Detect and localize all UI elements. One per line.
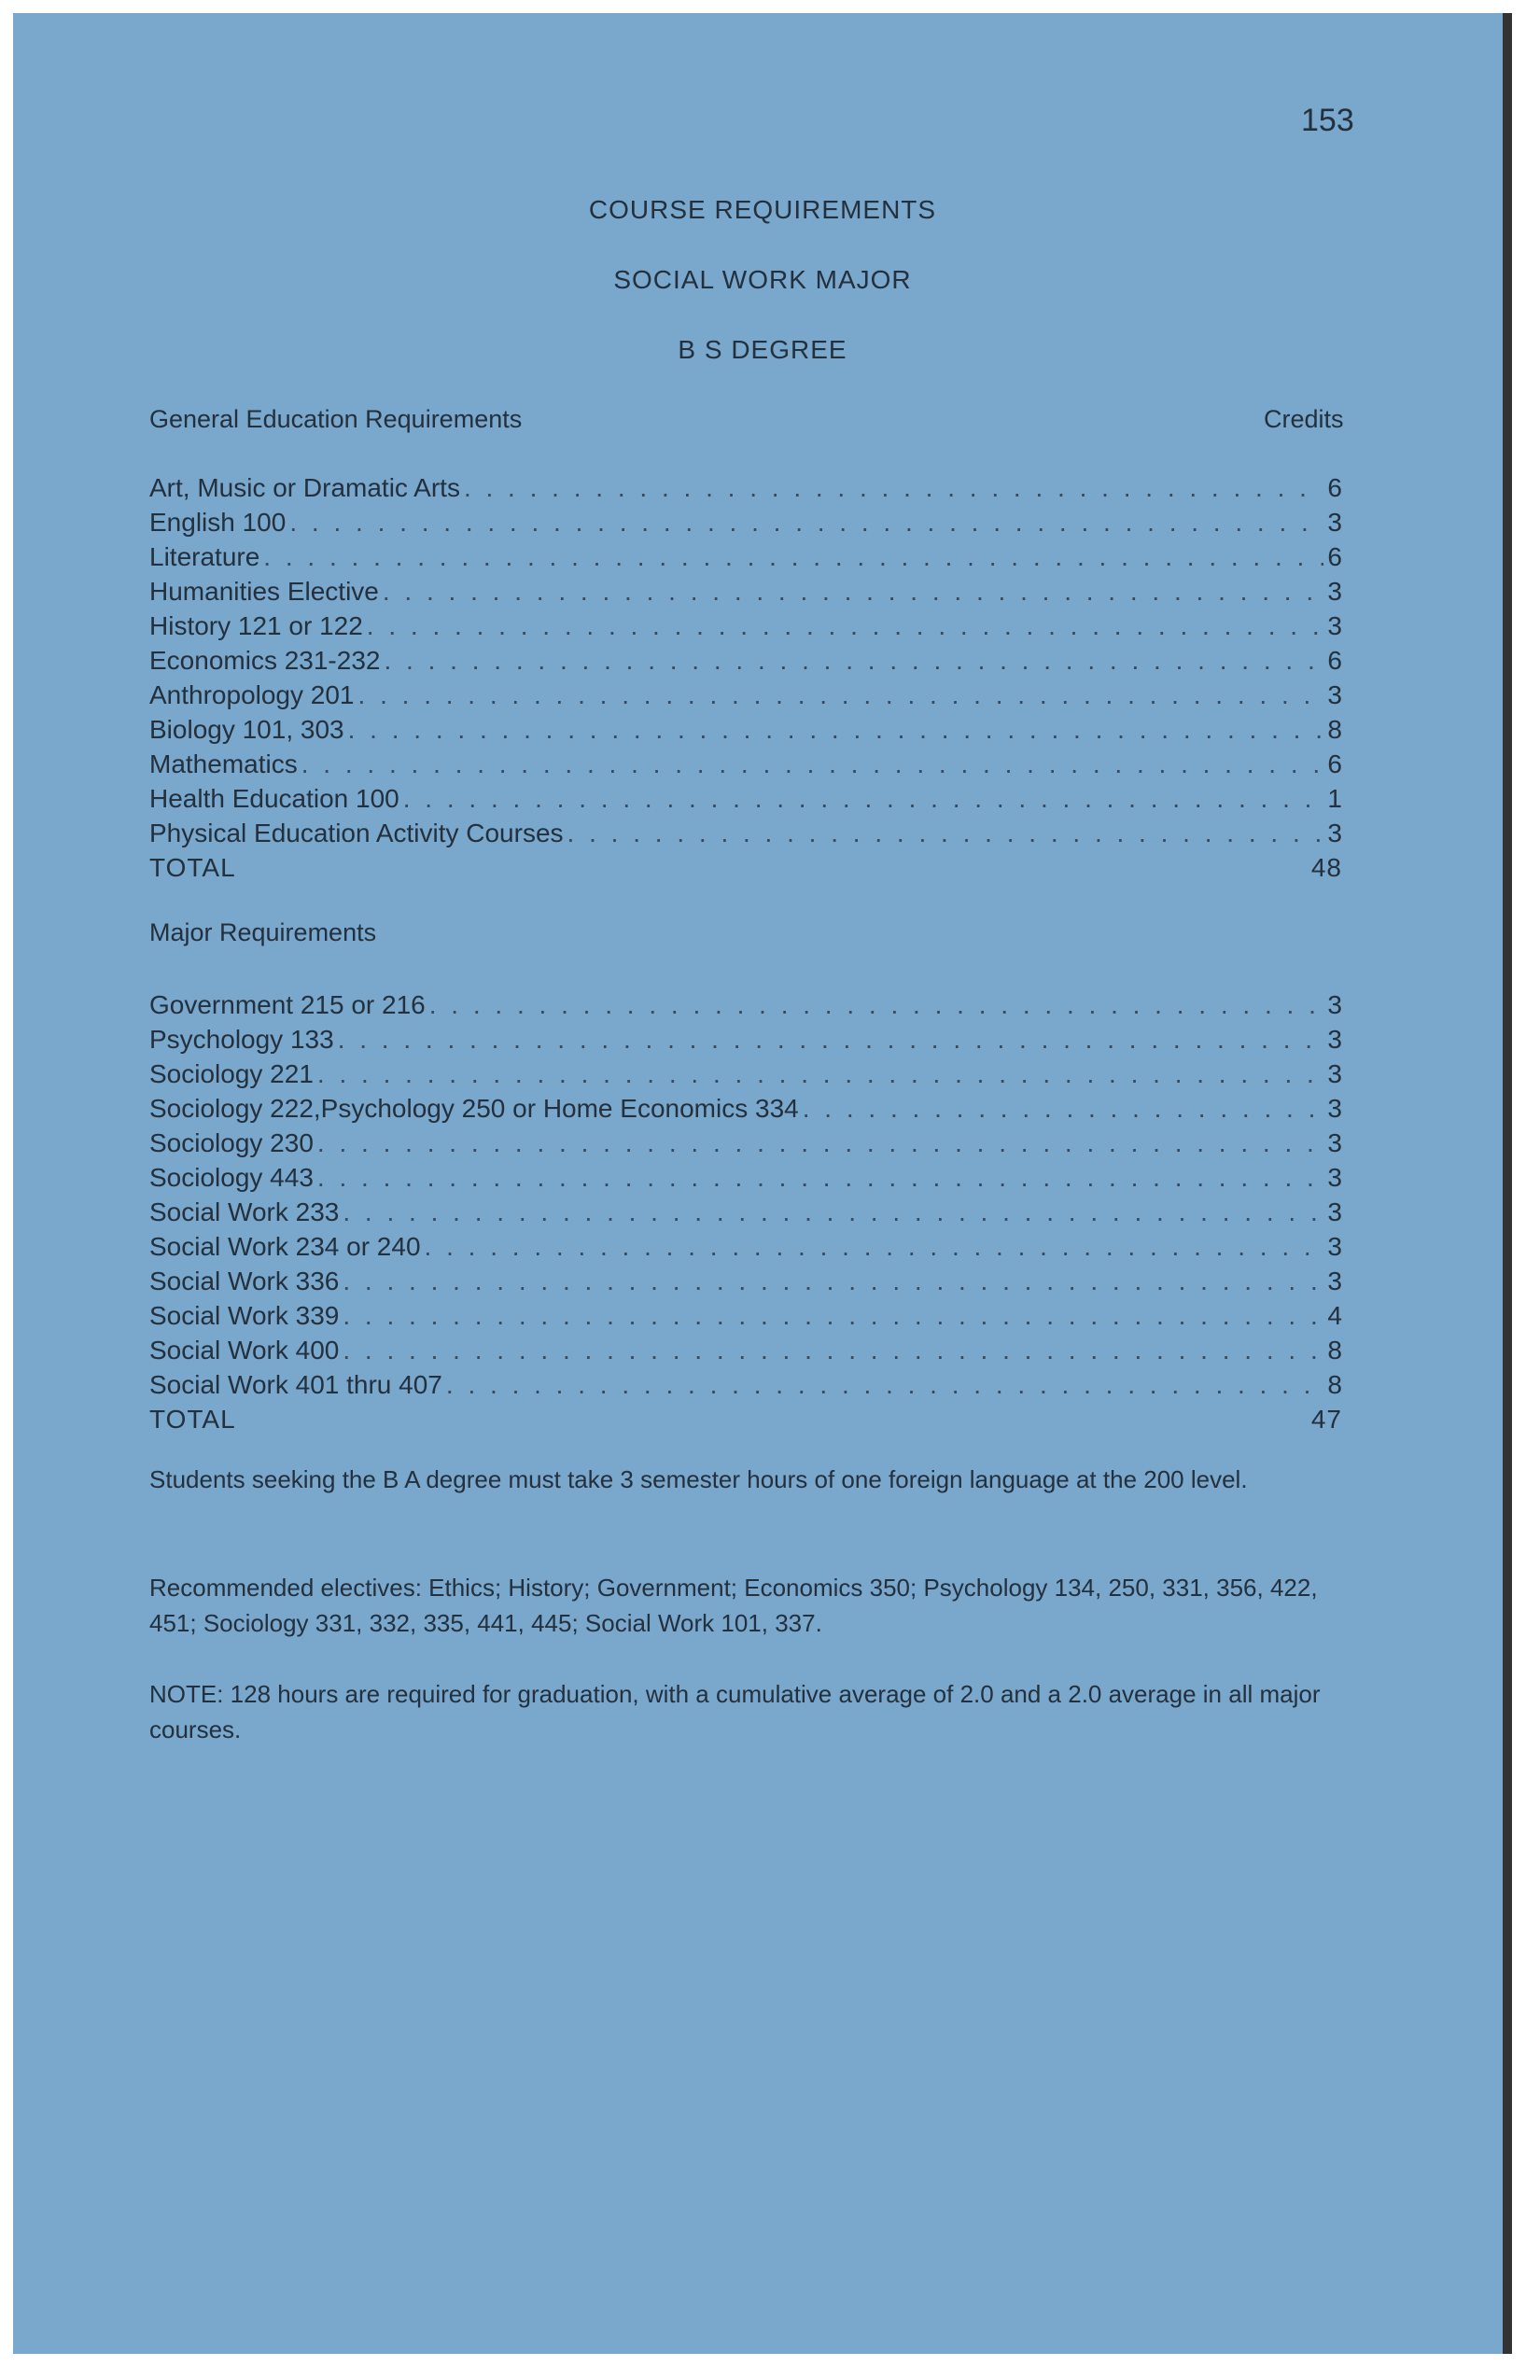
list-item xyxy=(149,1057,1342,1091)
course-name: Mathematics xyxy=(149,749,298,778)
course-credits: 3 xyxy=(1327,1094,1342,1123)
total-label: TOTAL xyxy=(149,1405,236,1434)
course-name: Humanities Elective xyxy=(149,577,379,606)
list-item xyxy=(149,1126,1342,1160)
course-credits: 8 xyxy=(1327,715,1342,744)
credits-column-label: Credits xyxy=(1264,405,1344,433)
course-credits: 6 xyxy=(1327,542,1342,571)
course-credits: 1 xyxy=(1327,784,1342,813)
course-name: Social Work 401 thru 407 xyxy=(149,1370,442,1399)
list-item xyxy=(149,1333,1342,1367)
course-name: Economics 231-232 xyxy=(149,646,381,675)
course-credits: 3 xyxy=(1327,990,1342,1019)
total-value: 47 xyxy=(1310,1405,1342,1434)
course-credits: 6 xyxy=(1327,646,1342,675)
major-requirements-label: Major Requirements xyxy=(149,918,377,946)
course-name: Sociology 230 xyxy=(149,1128,314,1157)
course-credits: 6 xyxy=(1327,749,1342,778)
list-item xyxy=(149,987,1342,1022)
page-title: COURSE REQUIREMENTS xyxy=(588,195,937,224)
course-name: Anthropology 201 xyxy=(149,680,355,709)
list-item xyxy=(149,574,1342,609)
major-heading: SOCIAL WORK MAJOR xyxy=(613,265,912,294)
course-credits: 3 xyxy=(1327,1025,1342,1054)
course-name: Literature xyxy=(149,542,260,571)
general-total-row xyxy=(149,850,1342,885)
list-item xyxy=(149,747,1342,781)
course-name: Physical Education Activity Courses xyxy=(149,819,564,847)
course-credits: 3 xyxy=(1327,577,1342,606)
course-name: Sociology 222,Psychology 250 or Home Economics 334 xyxy=(149,1094,799,1123)
course-name: Biology 101, 303 xyxy=(149,715,344,744)
general-education-label: General Education Requirements xyxy=(149,405,523,433)
degree-heading: B S DEGREE xyxy=(678,335,847,364)
ba-degree-note: Students seeking the B A degree must take 3 semester hours of one foreign language at the 200 level. xyxy=(149,1465,1248,1493)
list-item xyxy=(149,1229,1342,1264)
course-credits: 4 xyxy=(1327,1301,1342,1330)
course-name: English 100 xyxy=(149,508,287,537)
list-item xyxy=(149,505,1342,539)
course-credits: 3 xyxy=(1327,1059,1342,1088)
course-name: Social Work 233 xyxy=(149,1197,340,1226)
course-name: History 121 or 122 xyxy=(149,611,363,640)
list-item xyxy=(149,1298,1342,1333)
list-item xyxy=(149,1195,1342,1229)
course-credits: 3 xyxy=(1327,819,1342,847)
catalog-page xyxy=(13,13,1512,2354)
list-item xyxy=(149,643,1342,678)
major-total-row xyxy=(149,1402,1342,1436)
course-name: Social Work 400 xyxy=(149,1336,340,1365)
course-credits: 3 xyxy=(1327,508,1342,537)
course-credits: 3 xyxy=(1327,1128,1342,1157)
list-item xyxy=(149,539,1342,574)
course-credits: 3 xyxy=(1327,1232,1342,1261)
course-credits: 3 xyxy=(1327,1163,1342,1192)
list-item xyxy=(149,678,1342,712)
course-name: Social Work 234 or 240 xyxy=(149,1232,421,1261)
course-credits: 8 xyxy=(1327,1370,1342,1399)
major-requirements-list xyxy=(149,987,1342,1436)
list-item xyxy=(149,712,1342,747)
list-item xyxy=(149,816,1342,850)
course-name: Social Work 339 xyxy=(149,1301,340,1330)
course-name: Social Work 336 xyxy=(149,1267,340,1295)
course-credits: 3 xyxy=(1327,1197,1342,1226)
total-label: TOTAL xyxy=(149,853,236,882)
total-value: 48 xyxy=(1310,853,1342,882)
list-item xyxy=(149,1091,1342,1126)
list-item xyxy=(149,1264,1342,1298)
course-name: Health Education 100 xyxy=(149,784,399,813)
course-name: Government 215 or 216 xyxy=(149,990,426,1019)
general-education-list xyxy=(149,470,1342,885)
course-credits: 3 xyxy=(1327,1267,1342,1295)
list-item xyxy=(149,1022,1342,1057)
course-name: Sociology 443 xyxy=(149,1163,314,1192)
page-number: 153 xyxy=(1301,103,1354,138)
recommended-electives-note: Recommended electives: Ethics; History; Government; Economics 350; Psychology 134, 250, 331, 356, 422, 451; Sociology 331, 332, 335, 441, 445; Social Work 101, 337. xyxy=(149,1574,1318,1637)
course-name: Psychology 133 xyxy=(149,1025,334,1054)
list-item xyxy=(149,1367,1342,1402)
course-name: Art, Music or Dramatic Arts xyxy=(149,473,460,502)
graduation-note: NOTE: 128 hours are required for graduation, with a cumulative average of 2.0 and a 2.0 average in all major courses. xyxy=(149,1680,1321,1743)
list-item xyxy=(149,609,1342,643)
course-credits: 3 xyxy=(1327,611,1342,640)
course-credits: 8 xyxy=(1327,1336,1342,1365)
list-item xyxy=(149,1160,1342,1195)
list-item xyxy=(149,781,1342,816)
list-item xyxy=(149,470,1342,505)
course-credits: 6 xyxy=(1327,473,1342,502)
course-name: Sociology 221 xyxy=(149,1059,314,1088)
course-credits: 3 xyxy=(1327,680,1342,709)
